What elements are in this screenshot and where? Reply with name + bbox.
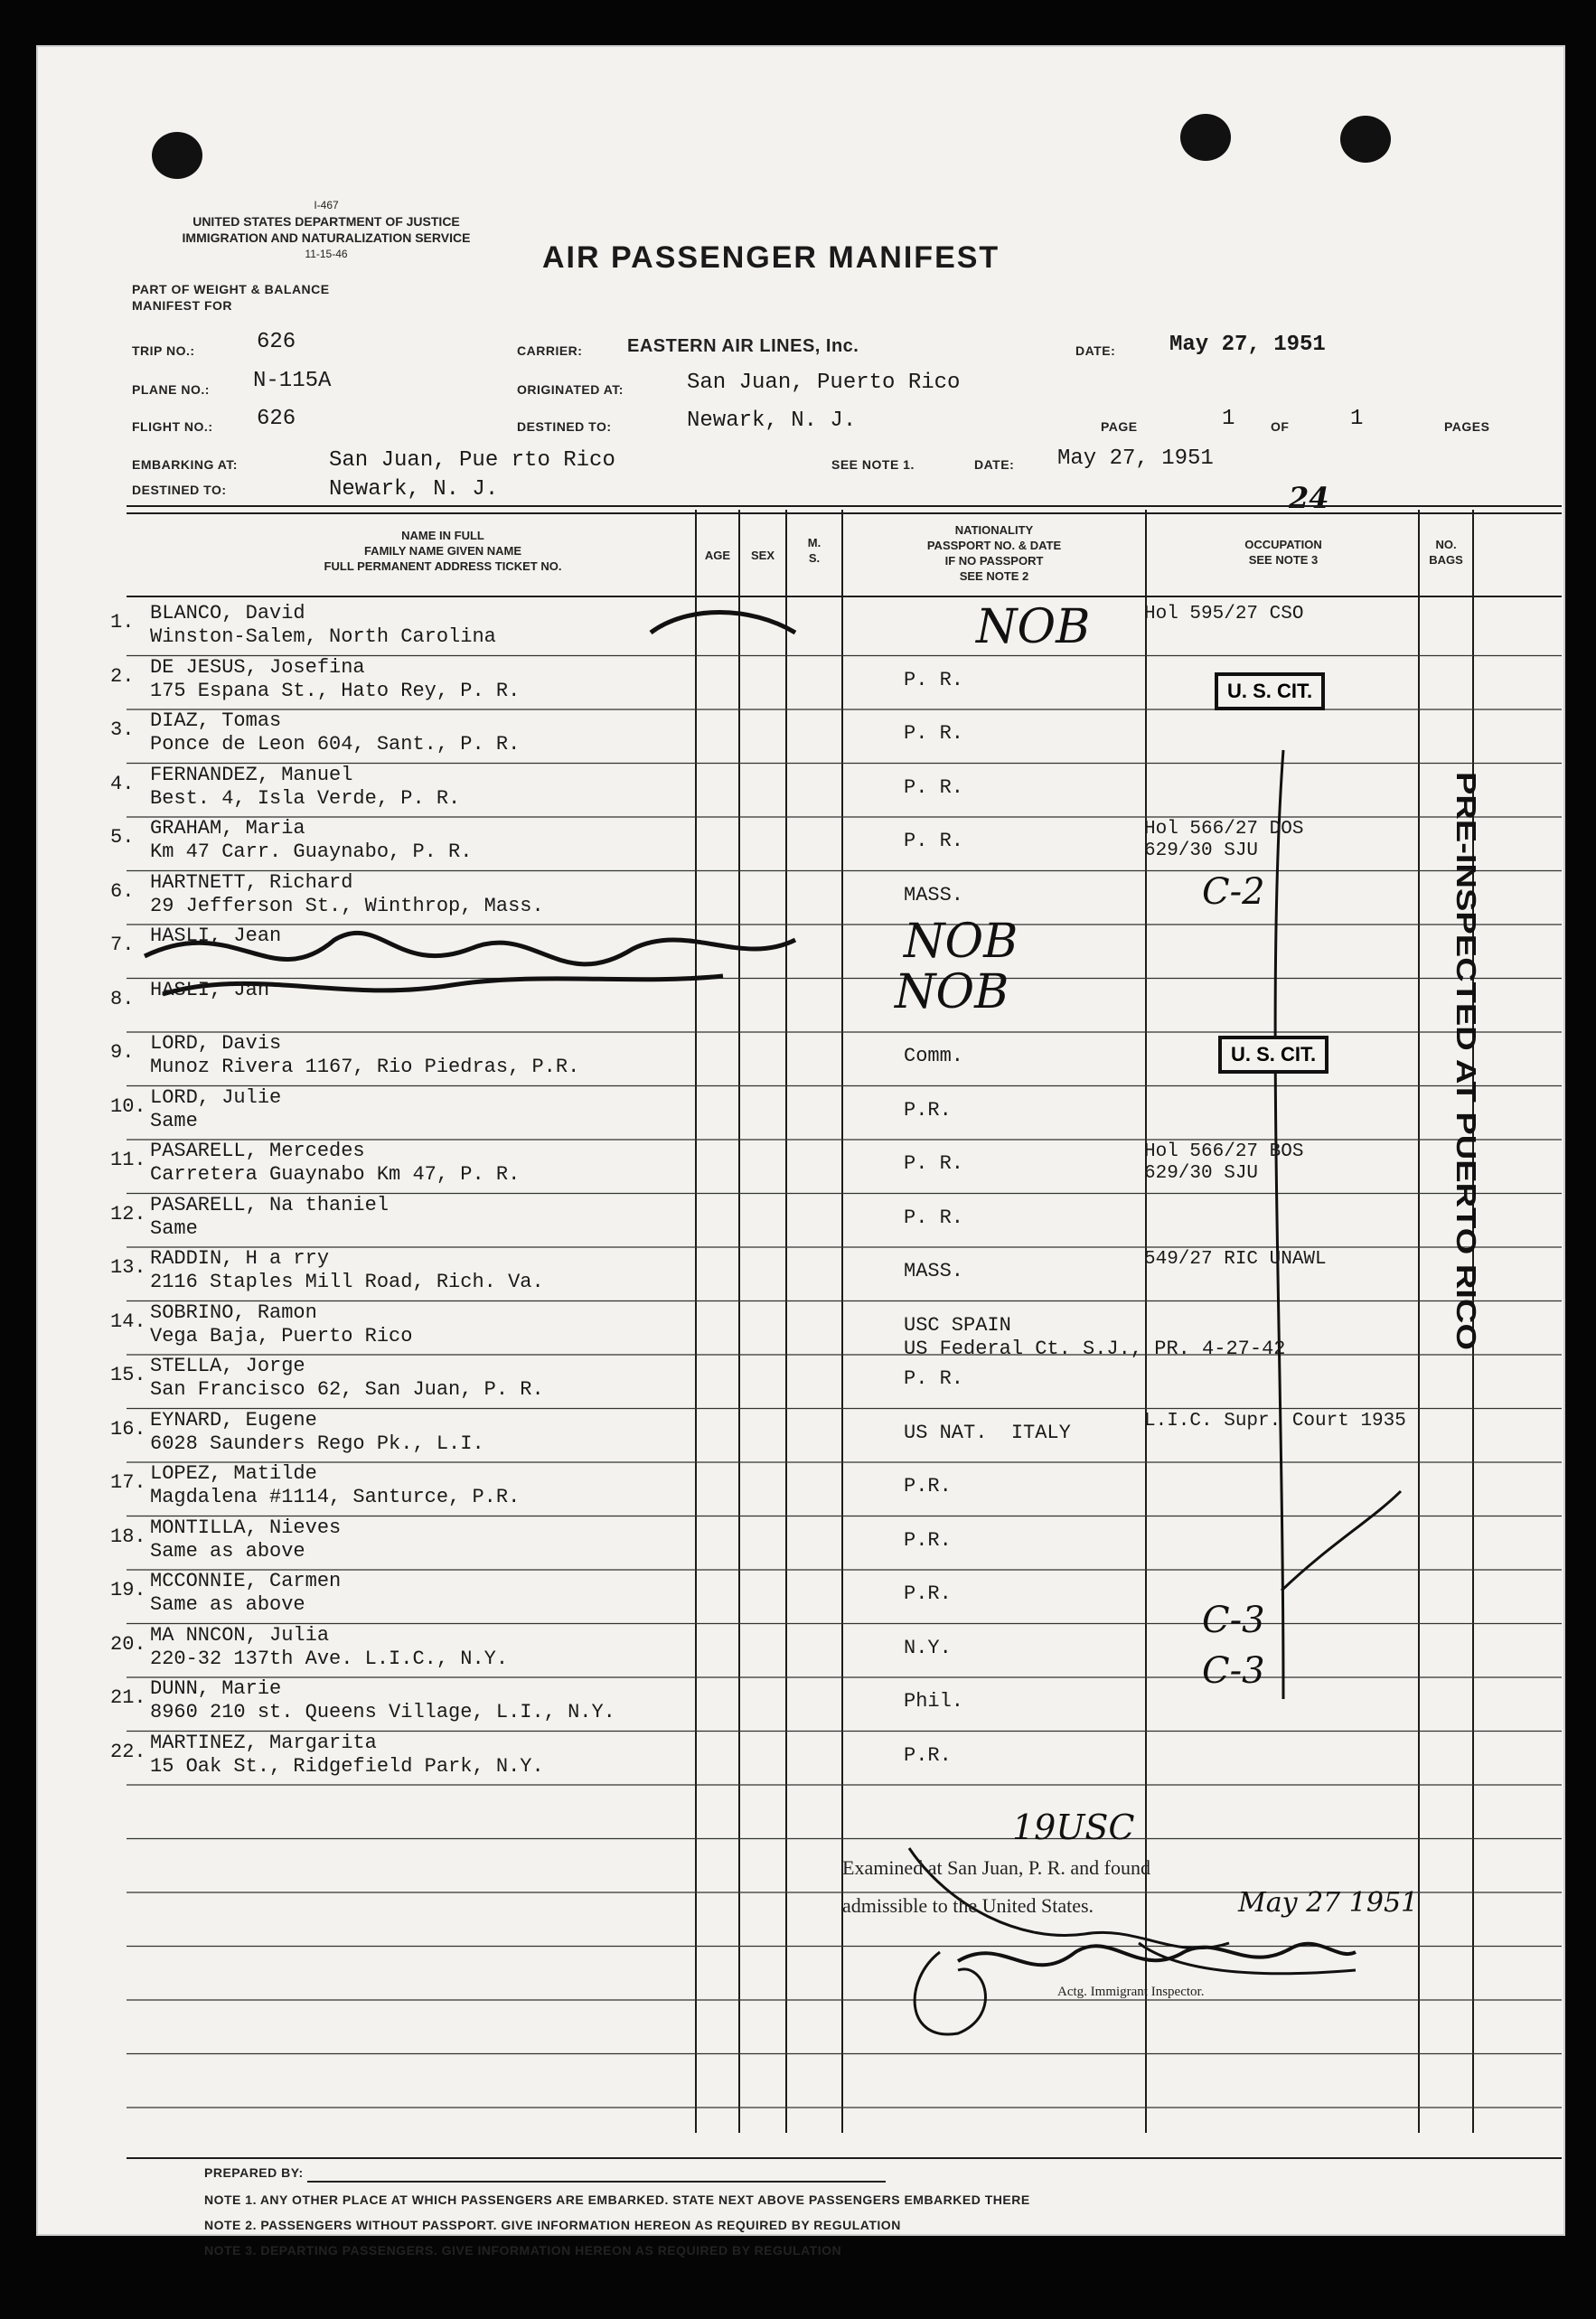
page-label: PAGE xyxy=(1101,419,1138,434)
passenger-address: Same as above xyxy=(150,1593,305,1616)
passenger-number: 2. xyxy=(110,664,135,688)
passenger-address: 220-32 137th Ave. L.I.C., N.Y. xyxy=(150,1647,509,1670)
inspector-signature-label: Actg. Immigrant Inspector. xyxy=(1057,1985,1205,1999)
passenger-number: 17. xyxy=(110,1471,146,1494)
passenger-number: 10. xyxy=(110,1094,146,1118)
col-sex-header: SEX xyxy=(750,549,775,562)
passenger-number: 3. xyxy=(110,718,135,741)
passenger-name: MONTILLA, Nieves xyxy=(150,1516,342,1539)
passenger-address: 175 Espana St., Hato Rey, P. R. xyxy=(150,679,521,702)
inspector-signature xyxy=(949,1925,1365,1997)
of-value: 1 xyxy=(1350,407,1364,431)
passenger-address: Carretera Guaynabo Km 47, P. R. xyxy=(150,1163,521,1186)
passenger-nationality: P.R. xyxy=(904,1475,952,1497)
part-of-line-1: PART OF WEIGHT & BALANCE xyxy=(132,282,330,296)
passenger-number: 13. xyxy=(110,1256,146,1279)
col-bags-header: NO. BAGS xyxy=(1429,538,1463,567)
passenger-nationality: USC SPAIN US Federal Ct. S.J., PR. 4-27-42 xyxy=(904,1313,1286,1360)
passenger-nationality: P. R. xyxy=(904,1152,964,1175)
passenger-name: HASLI, Jan xyxy=(150,978,270,1001)
passenger-number: 22. xyxy=(110,1740,146,1763)
trip-value: 626 xyxy=(257,330,296,354)
col-age-header: AGE xyxy=(704,549,731,562)
passenger-name: STELLA, Jorge xyxy=(150,1355,305,1377)
passenger-nationality: P.R. xyxy=(904,1743,952,1767)
passenger-name: PASARELL, Mercedes xyxy=(150,1140,365,1162)
part-of-line-2: MANIFEST FOR xyxy=(132,298,232,313)
agency-line-1: UNITED STATES DEPARTMENT OF JUSTICE xyxy=(192,214,460,229)
date2-value: May 27, 1951 xyxy=(1057,446,1214,471)
passenger-count-handwritten: 24 xyxy=(1289,481,1329,515)
passenger-address: San Francisco 62, San Juan, P. R. xyxy=(150,1378,544,1401)
passenger-address: 8960 210 st. Queens Village, L.I., N.Y. xyxy=(150,1701,615,1723)
date-label: DATE: xyxy=(1075,343,1116,358)
nob-note-3: NOB xyxy=(895,965,1009,1019)
of-label: OF xyxy=(1271,419,1290,434)
passenger-number: 1. xyxy=(110,611,135,634)
pre-inspected-text: PRE-INSPECTED AT PUERTO RICO xyxy=(1450,772,1482,1244)
col-ms-header: M. S. xyxy=(807,536,821,565)
passenger-number: 9. xyxy=(110,1041,135,1064)
us-citizen-stamp-2: U. S. CIT. xyxy=(1218,1036,1328,1074)
passenger-address: Same as above xyxy=(150,1539,305,1563)
agency-line-3: 11-15-46 xyxy=(305,248,348,260)
passenger-address: Best. 4, Isla Verde, P. R. xyxy=(150,786,461,810)
passenger-name: LORD, Davis xyxy=(150,1032,282,1055)
passenger-name: MCCONNIE, Carmen xyxy=(150,1570,342,1592)
page-value: 1 xyxy=(1222,407,1235,431)
passenger-name: LOPEZ, Matilde xyxy=(150,1462,317,1485)
class-c2-note: C-2 xyxy=(1202,871,1265,913)
trip-label: TRIP NO.: xyxy=(132,343,195,358)
passenger-nationality: P.R. xyxy=(904,1582,952,1605)
passenger-number: 8. xyxy=(110,987,135,1010)
passenger-address: 2116 Staples Mill Road, Rich. Va. xyxy=(150,1271,544,1293)
passenger-name: DE JESUS, Josefina xyxy=(150,655,365,679)
passenger-name: EYNARD, Eugene xyxy=(150,1408,317,1432)
passenger-address: Winston-Salem, North Carolina xyxy=(150,625,496,648)
passenger-number: 16. xyxy=(110,1417,146,1441)
passenger-address: Magdalena #1114, Santurce, P.R. xyxy=(150,1486,521,1508)
passenger-name: FERNANDEZ, Manuel xyxy=(150,763,353,786)
footer-note-3: NOTE 3. DEPARTING PASSENGERS. GIVE INFORMATION HEREON AS REQUIRED BY REGULATION xyxy=(204,2243,842,2258)
col-name-header: NAME IN FULL FAMILY NAME GIVEN NAME FULL PERMANENT ADDRESS TICKET NO. xyxy=(324,529,562,573)
nob-note-2: NOB xyxy=(904,915,1019,969)
passenger-name: LORD, Julie xyxy=(150,1085,282,1109)
col-nationality-header: NATIONALITY PASSPORT NO. & DATE IF NO PASSPORT SEE NOTE 2 xyxy=(926,523,1062,583)
passenger-nationality: P. R. xyxy=(904,1206,964,1229)
passenger-number: 15. xyxy=(110,1364,146,1386)
passenger-occupation: Hol 566/27 DOS 629/30 SJU xyxy=(1144,819,1304,861)
agency-line-2: IMMIGRATION AND NATURALIZATION SERVICE xyxy=(182,230,471,245)
passenger-nationality: P. R. xyxy=(904,775,964,799)
passenger-nationality: N.Y. xyxy=(904,1636,952,1659)
passenger-occupation: L.I.C. Supr. Court 1935 xyxy=(1144,1410,1406,1432)
col-occupation-header: OCCUPATION SEE NOTE 3 xyxy=(1244,538,1322,567)
passenger-nationality: P.R. xyxy=(904,1098,952,1122)
examined-line-2: admissible to the United States. xyxy=(842,1894,1094,1917)
passenger-name: MARTINEZ, Margarita xyxy=(150,1731,377,1754)
footer-note-1: NOTE 1. ANY OTHER PLACE AT WHICH PASSENGERS ARE EMBARKED. STATE NEXT ABOVE PASSENGERS EMBARKED THERE xyxy=(204,2192,1030,2207)
passenger-nationality: P. R. xyxy=(904,830,964,852)
prepared-by-line xyxy=(307,2180,886,2183)
passenger-nationality: P. R. xyxy=(904,722,964,745)
passenger-address: Munoz Rivera 1167, Rio Piedras, P.R. xyxy=(150,1056,580,1078)
originated-value: San Juan, Puerto Rico xyxy=(687,371,961,395)
passenger-number: 14. xyxy=(110,1310,146,1333)
passenger-address: Km 47 Carr. Guaynabo, P. R. xyxy=(150,840,473,863)
destined2-value: Newark, N. J. xyxy=(329,477,499,502)
passenger-name: DUNN, Marie xyxy=(150,1677,282,1700)
passenger-occupation: Hol 566/27 BOS 629/30 SJU xyxy=(1144,1141,1304,1184)
passenger-name: HASLI, Jean xyxy=(150,925,282,947)
footer-note-2: NOTE 2. PASSENGERS WITHOUT PASSPORT. GIVE INFORMATION HEREON AS REQUIRED BY REGULATION xyxy=(204,2218,901,2232)
plane-value: N-115A xyxy=(253,369,332,393)
examined-line-1: Examined at San Juan, P. R. and found xyxy=(842,1856,1150,1879)
carrier-value: EASTERN AIR LINES, Inc. xyxy=(627,336,859,356)
passenger-address: 29 Jefferson St., Winthrop, Mass. xyxy=(150,894,544,917)
exam-date-handwritten: May 27 1951 xyxy=(1238,1887,1419,1919)
destined-label: DESTINED TO: xyxy=(517,419,612,434)
date-value: May 27, 1951 xyxy=(1169,333,1326,357)
date2-label: DATE: xyxy=(974,457,1015,472)
pages-label: PAGES xyxy=(1444,419,1490,434)
flight-value: 626 xyxy=(257,407,296,431)
class-c3-note-b: C-3 xyxy=(1202,1650,1265,1692)
prepared-by: PREPARED BY: xyxy=(204,2165,304,2180)
usc-note: 19USC xyxy=(1012,1807,1135,1847)
passenger-nationality: MASS. xyxy=(904,1260,964,1282)
nob-note-1: NOB xyxy=(976,600,1091,654)
passenger-number: 5. xyxy=(110,826,135,849)
passenger-occupation: 549/27 RIC UNAWL xyxy=(1144,1249,1327,1270)
destined2-label: DESTINED TO: xyxy=(132,483,227,497)
destined-value: Newark, N. J. xyxy=(687,408,857,433)
passenger-nationality: Comm. xyxy=(904,1045,964,1067)
class-c3-note-a: C-3 xyxy=(1202,1600,1265,1641)
form-number: I-467 xyxy=(314,199,339,211)
passenger-address: Ponce de Leon 604, Sant., P. R. xyxy=(150,733,521,756)
passenger-nationality: P. R. xyxy=(904,1367,964,1390)
passenger-name: BLANCO, David xyxy=(150,602,305,624)
passenger-number: 4. xyxy=(110,772,135,795)
passenger-nationality: MASS. xyxy=(904,883,964,906)
passenger-number: 7. xyxy=(110,934,135,956)
passenger-occupation: Hol 595/27 CSO xyxy=(1144,604,1304,624)
passenger-number: 19. xyxy=(110,1579,146,1601)
passenger-name: MA NNCON, Julia xyxy=(150,1623,330,1647)
passenger-nationality: US NAT. ITALY xyxy=(904,1421,1071,1444)
passenger-address: Same xyxy=(150,1109,198,1132)
passenger-nationality: P.R. xyxy=(904,1528,952,1552)
passenger-number: 21. xyxy=(110,1686,146,1709)
passenger-number: 12. xyxy=(110,1202,146,1225)
passenger-name: GRAHAM, Maria xyxy=(150,817,305,840)
passenger-number: 20. xyxy=(110,1632,146,1656)
see-note-1: SEE NOTE 1. xyxy=(831,457,915,472)
passenger-number: 11. xyxy=(110,1149,146,1171)
passenger-address: Vega Baja, Puerto Rico xyxy=(150,1324,413,1347)
passenger-address: 6028 Saunders Rego Pk., L.I. xyxy=(150,1432,484,1455)
passenger-nationality: Phil. xyxy=(904,1690,964,1713)
passenger-name: RADDIN, H a rry xyxy=(150,1247,330,1270)
passenger-name: PASARELL, Na thaniel xyxy=(150,1193,390,1216)
plane-label: PLANE NO.: xyxy=(132,382,210,397)
carrier-label: CARRIER: xyxy=(517,343,583,358)
passenger-nationality: P. R. xyxy=(904,668,964,691)
embarking-value: San Juan, Pue rto Rico xyxy=(329,448,615,473)
passenger-name: SOBRINO, Ramon xyxy=(150,1300,317,1324)
passenger-number: 18. xyxy=(110,1525,146,1548)
pre-inspected-stamp xyxy=(1446,768,1482,1356)
us-citizen-stamp-1: U. S. CIT. xyxy=(1215,672,1325,710)
passenger-address: 15 Oak St., Ridgefield Park, N.Y. xyxy=(150,1754,544,1778)
passenger-address: Same xyxy=(150,1216,198,1240)
passenger-name: HARTNETT, Richard xyxy=(150,870,353,894)
flight-label: FLIGHT NO.: xyxy=(132,419,213,434)
page-title: AIR PASSENGER MANIFEST xyxy=(542,240,1000,275)
embarking-label: EMBARKING AT: xyxy=(132,457,238,472)
passenger-number: 6. xyxy=(110,879,135,903)
passenger-name: DIAZ, Tomas xyxy=(150,709,282,732)
originated-label: ORIGINATED AT: xyxy=(517,382,624,397)
